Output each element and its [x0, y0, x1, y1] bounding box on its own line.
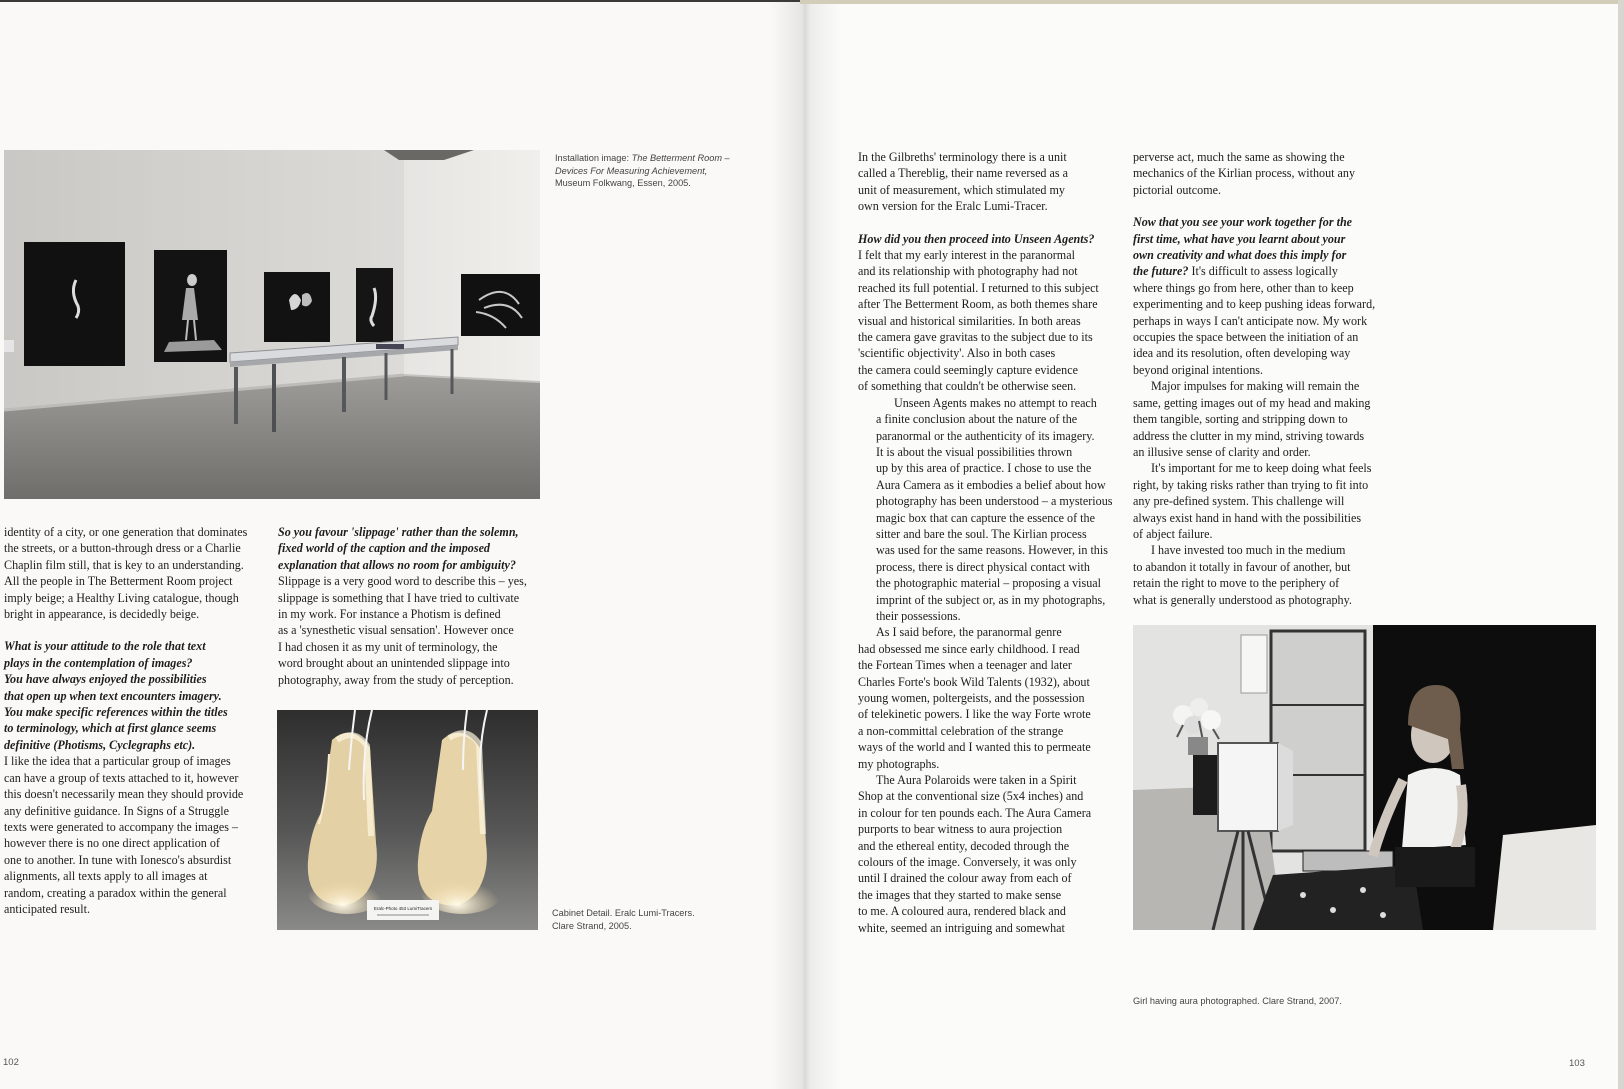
text-line: called a Thereblig, their name reversed as a	[858, 166, 1068, 181]
text-line: colours of the image. Conversely, it was only	[858, 855, 1077, 870]
text-line: until I drained the colour away from each of	[858, 871, 1072, 886]
cabinet-detail-photo	[277, 710, 538, 930]
page-number-right: 103	[1569, 1058, 1585, 1069]
question-line	[1133, 247, 1403, 263]
text-line: magic box that can capture the essence of the	[876, 510, 1095, 525]
caption-text: Installation image:	[555, 153, 632, 163]
text-line: them tangible, sorting and stripping down to	[1133, 412, 1348, 427]
text-line: my photographs.	[858, 756, 940, 771]
text-line: process, there is direct physical contact with	[876, 559, 1090, 574]
interview-question	[858, 231, 1126, 247]
text-line: I felt that my early interest in the paranormal	[858, 248, 1075, 263]
text-line: any pre-defined system. This challenge will	[1133, 494, 1345, 509]
text-line: to me. A coloured aura, rendered black and	[858, 904, 1066, 919]
text-line: I like the idea that a particular group of images	[4, 754, 231, 769]
caption-italic: Devices For Measuring Achievement,	[555, 165, 708, 176]
text-line: You make specific references within the titles	[4, 705, 228, 720]
question-answer-line	[1133, 263, 1403, 279]
text-line: up by this area of practice. I chose to use the	[876, 461, 1092, 476]
text-line: a non-committal celebration of the strange	[858, 723, 1064, 738]
question-text: first time, what have you learnt about your	[1133, 231, 1346, 246]
text-line: the photographic material – proposing a visual	[876, 576, 1102, 591]
text-line: random, creating a paradox within the general	[4, 885, 227, 900]
text-line: pictorial outcome.	[1133, 182, 1221, 197]
text-line: sitter and bare the soul. The Kirlian process	[876, 526, 1087, 541]
text-line: address the clutter in my mind, striving towards	[1133, 428, 1365, 443]
text-line: however there is no one direct application of	[4, 836, 220, 851]
text-line: explanation that allows no room for ambiguity?	[278, 557, 516, 572]
text-line: Major impulses for making will remain the	[1151, 379, 1360, 394]
text-line: In the Gilbreths' terminology there is a unit	[858, 150, 1067, 164]
paragraph	[1133, 149, 1403, 198]
text-line: As I said before, the paranormal genre	[876, 625, 1062, 640]
text-line: own version for the Eralc Lumi-Tracer.	[858, 199, 1048, 214]
page-edge-top-left	[0, 0, 800, 2]
text-line: to terminology, which at first glance seems	[4, 721, 217, 736]
question-line	[1133, 214, 1403, 230]
page-edge-top	[800, 0, 1624, 4]
paragraph	[858, 624, 1126, 772]
text-line: one to another. In tune with Ionesco's absurdist	[4, 852, 232, 867]
text-line: had obsessed me since early childhood. I read	[858, 641, 1080, 656]
question-line	[1133, 231, 1403, 247]
text-line: idea and its resolution, often developing way	[1133, 346, 1351, 361]
text-line: How did you then proceed into Unseen Agents?	[858, 231, 1095, 246]
text-line: their possessions.	[876, 608, 961, 623]
caption-text: Museum Folkwang, Essen, 2005.	[555, 178, 691, 189]
text-line: occupies the space between the initiation of an	[1133, 330, 1359, 345]
text-line: reached its full potential. I returned to this subject	[858, 280, 1099, 295]
text-line: and the ethereal entity, decoded through the	[858, 838, 1070, 853]
left-page	[0, 0, 806, 1089]
paragraph	[4, 524, 266, 622]
text-line: You have always enjoyed the possibilities	[4, 672, 207, 687]
text-line: slippage is something that I have tried to cultivate	[278, 590, 520, 605]
interview-question	[278, 524, 546, 573]
installation-photo	[4, 150, 540, 499]
paragraph	[278, 573, 546, 688]
text-line: was used for the same reasons. However, in this	[876, 543, 1108, 558]
text-line: of abject failure.	[1133, 526, 1213, 541]
text-line: I had chosen it as my unit of terminology, the	[278, 639, 498, 654]
text-line: this doesn't necessarily mean they should provide	[4, 787, 244, 802]
text-line: definitive (Photisms, Cyclegraphs etc).	[4, 737, 196, 752]
text-line: the camera could seemingly capture evidence	[858, 362, 1078, 377]
page-number-left: 102	[3, 1057, 19, 1068]
text-line: So you favour 'slippage' rather than the solemn,	[278, 525, 519, 539]
text-line: photography has been understood – a mysterious	[876, 494, 1113, 509]
right-col-2	[1133, 149, 1403, 608]
caption-text: Clare Strand, 2005.	[552, 920, 632, 931]
text-line: retain the right to move to the periphery of	[1133, 576, 1340, 591]
paragraph	[858, 395, 1126, 625]
question-text: the future?	[1133, 264, 1189, 279]
text-line: a finite conclusion about the nature of the	[876, 412, 1078, 427]
text-line: always exist hand in hand with the possibilities	[1133, 510, 1362, 525]
text-line: visual and historical similarities. In both areas	[858, 313, 1081, 328]
text-line: identity of a city, or one generation that dominates	[4, 525, 248, 539]
text-line: purports to bear witness to aura projection	[858, 822, 1063, 837]
text-line: It is about the visual possibilities thrown	[876, 444, 1073, 459]
text-line: imply beige; a Healthy Living catalogue, though	[4, 590, 239, 605]
text-line: young women, poltergeists, and the possession	[858, 691, 1085, 705]
text-line: word brought about an unintended slippage into	[278, 656, 510, 671]
text-line: of something that couldn't be otherwise seen.	[858, 379, 1077, 394]
text-line: plays in the contemplation of images?	[4, 655, 193, 670]
text-line: Slippage is a very good word to describe this – yes,	[278, 574, 527, 589]
text-line: in my work. For instance a Photism is defined	[278, 607, 501, 622]
right-page	[806, 0, 1624, 1089]
paragraph	[4, 753, 266, 917]
text-line: All the people in The Betterment Room project	[4, 574, 233, 589]
text-line: right, by taking risks rather than trying to fit into	[1133, 477, 1369, 492]
text-line: can have a group of texts attached to it, however	[4, 770, 239, 785]
paragraph	[858, 149, 1126, 215]
text-line: It's important for me to keep doing what feels	[1151, 461, 1372, 476]
answer-text: It's difficult to assess logically	[1188, 264, 1338, 279]
text-line: mechanics of the Kirlian process, without any	[1133, 166, 1355, 181]
label-tag-text: Eralc-Photo 453 LumiTracers	[373, 906, 433, 911]
text-line: and its relationship with photography had not	[858, 264, 1078, 279]
question-text: own creativity and what does this imply for	[1133, 248, 1347, 263]
text-line: Charles Forte's book Wild Talents (1932), about	[858, 674, 1090, 689]
text-line: Unseen Agents makes no attempt to reach	[894, 395, 1097, 410]
text-line: experimenting and to keep pushing ideas forward,	[1133, 297, 1376, 312]
text-line: I have invested too much in the medium	[1151, 543, 1346, 558]
text-line: same, getting images out of my head and making	[1133, 395, 1371, 410]
paragraph	[858, 772, 1126, 936]
text-line: texts were generated to accompany the images –	[4, 819, 239, 834]
text-line: Chaplin film still, that is key to an understanding.	[4, 557, 244, 572]
caption-installation	[555, 152, 755, 190]
text-line: white, seemed an intriguing and somewhat	[858, 920, 1065, 935]
text-line: what is generally understood as photography.	[1133, 592, 1352, 607]
text-line: after The Betterment Room, as both themes share	[858, 297, 1098, 312]
text-line: the camera gave gravitas to the subject due to its	[858, 330, 1093, 345]
text-line: Aura Camera as it embodies a belief about how	[876, 477, 1106, 492]
caption-italic: The Betterment Room –	[631, 153, 730, 163]
text-line: where things go from here, other than to keep	[1133, 280, 1354, 295]
text-line: of telekinetic powers. I like the way Forte wrote	[858, 707, 1091, 722]
girl-aura-photo	[1133, 625, 1596, 930]
text-line: bright in appearance, is decidedly beige.	[4, 607, 200, 622]
text-line: ways of the world and I wanted this to permeate	[858, 740, 1091, 755]
caption-cabinet	[552, 907, 752, 932]
text-line: the streets, or a button-through dress or a Charlie	[4, 541, 241, 556]
text-line: alignments, all texts apply to all images at	[4, 869, 208, 884]
paragraph	[1133, 542, 1403, 608]
caption-girl: Girl having aura photographed. Clare Strand, 2007.	[1133, 996, 1342, 1006]
text-line: paranormal or the authenticity of its imagery.	[876, 428, 1095, 443]
paragraph	[1133, 460, 1403, 542]
text-line: any definitive guidance. In Signs of a Struggle	[4, 803, 230, 818]
text-line: unit of measurement, which stimulated my	[858, 182, 1065, 197]
paragraph	[858, 247, 1126, 395]
right-col-1	[858, 149, 1126, 936]
text-line: imprint of the subject or, as in my photographs,	[876, 592, 1106, 607]
text-line: perhaps in ways I can't anticipate now. My work	[1133, 313, 1368, 328]
text-line: to abandon it totally in favour of another, but	[1133, 559, 1351, 574]
text-line: anticipated result.	[4, 901, 90, 916]
left-col-2	[278, 524, 546, 688]
paragraph	[1133, 378, 1403, 460]
text-line: Shop at the conventional size (5x4 inches) and	[858, 789, 1084, 804]
interview-question	[4, 638, 266, 753]
text-line: 'scientific objectivity'. Also in both cases	[858, 346, 1056, 361]
question-text: Now that you see your work together for the	[1133, 215, 1353, 230]
text-line: photography, away from the study of perception.	[278, 672, 514, 687]
text-line: beyond original intentions.	[1133, 362, 1263, 377]
text-line: The Aura Polaroids were taken in a Spirit	[876, 773, 1077, 788]
text-line: What is your attitude to the role that text	[4, 639, 206, 654]
text-line: the Fortean Times when a teenager and later	[858, 658, 1072, 673]
caption-text: Cabinet Detail. Eralc Lumi-Tracers.	[552, 908, 695, 918]
text-line: fixed world of the caption and the imposed	[278, 541, 490, 556]
page-edge-right	[1618, 0, 1624, 1089]
text-line: in colour for ten pounds each. The Aura Camera	[858, 805, 1092, 820]
text-line: that open up when text encounters imagery.	[4, 688, 222, 703]
text-line: perverse act, much the same as showing the	[1133, 150, 1345, 164]
left-col-1	[4, 524, 266, 917]
interview-answer-block	[1133, 214, 1403, 378]
text-line: an illusive sense of clarity and order.	[1133, 444, 1311, 459]
text-line: the images that they started to make sense	[858, 887, 1062, 902]
text-line: as a 'synesthetic visual sensation'. However once	[278, 623, 514, 638]
